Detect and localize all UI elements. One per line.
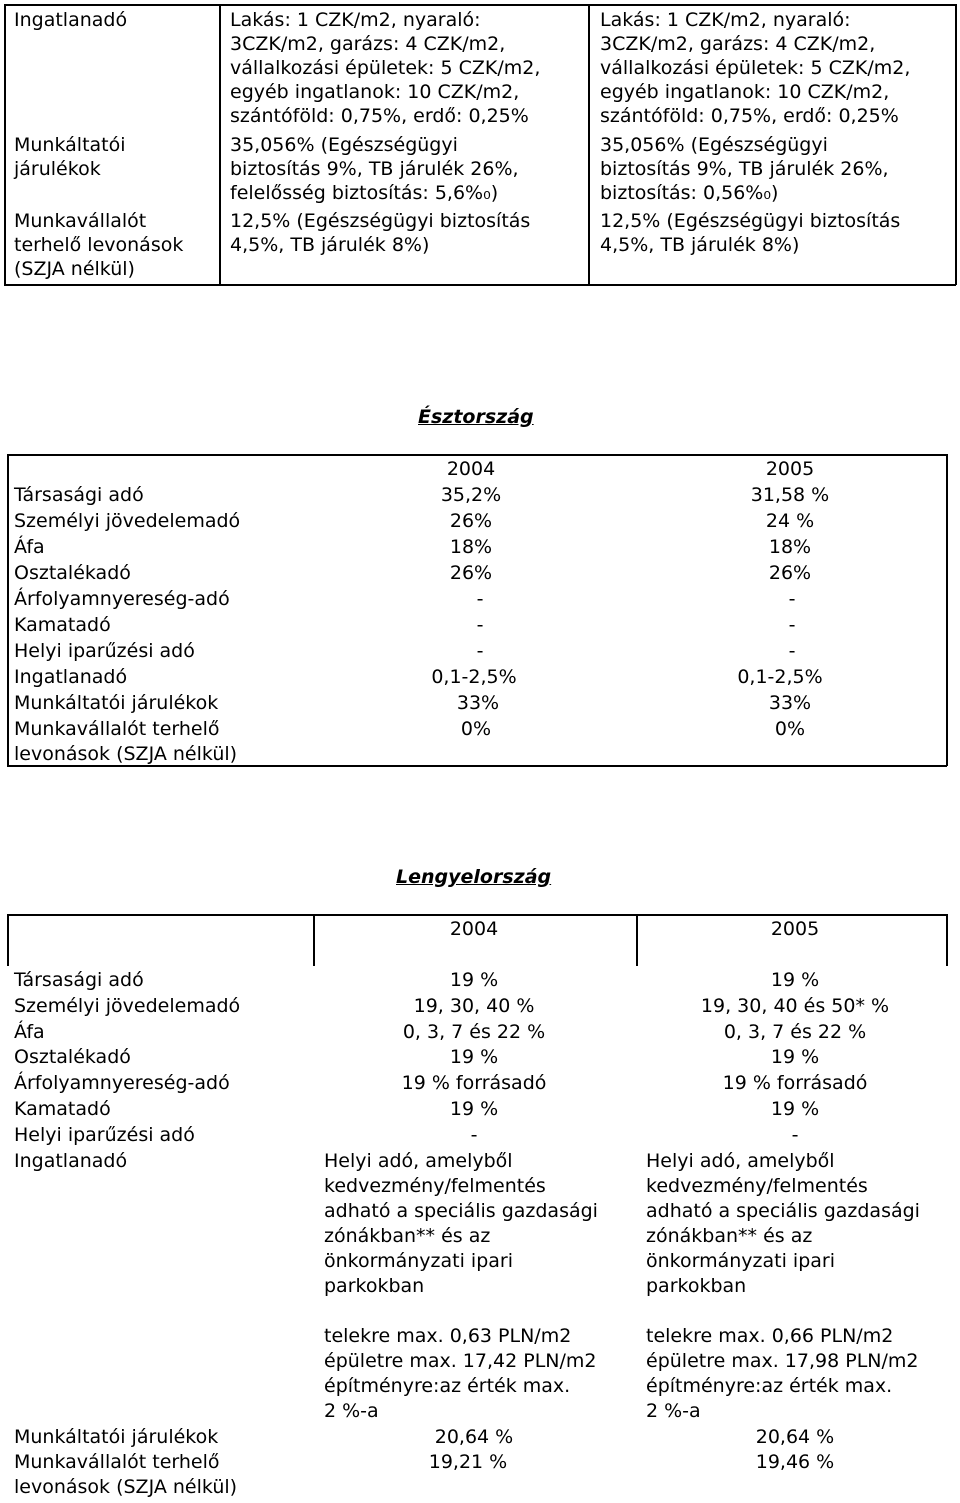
estonia-title: Észtország: [418, 406, 534, 428]
top-table-border-left: [4, 4, 6, 285]
top-row3-label-2: terhelő levonások: [14, 234, 184, 256]
top-row3-label-3: (SZJA nélkül): [14, 258, 135, 280]
estonia-year-2004: 2004: [446, 458, 496, 480]
poland-year-2005: 2005: [770, 918, 820, 940]
poland-title: Lengyelország: [396, 866, 552, 888]
top-row2-label-2: járulékok: [14, 158, 101, 180]
top-table-border-bottom: [4, 284, 956, 286]
top-table-col-divider-2: [588, 4, 590, 285]
poland-year-2004: 2004: [449, 918, 499, 940]
top-row1-label: Ingatlanadó: [14, 9, 128, 31]
top-row3-label-1: Munkavállalót: [14, 210, 147, 232]
top-row2-label-1: Munkáltatói: [14, 134, 126, 156]
top-table-border-right: [955, 4, 957, 285]
top-table-border-top: [4, 4, 956, 6]
estonia-year-2005: 2005: [765, 458, 815, 480]
top-table-col-divider-1: [219, 4, 221, 285]
